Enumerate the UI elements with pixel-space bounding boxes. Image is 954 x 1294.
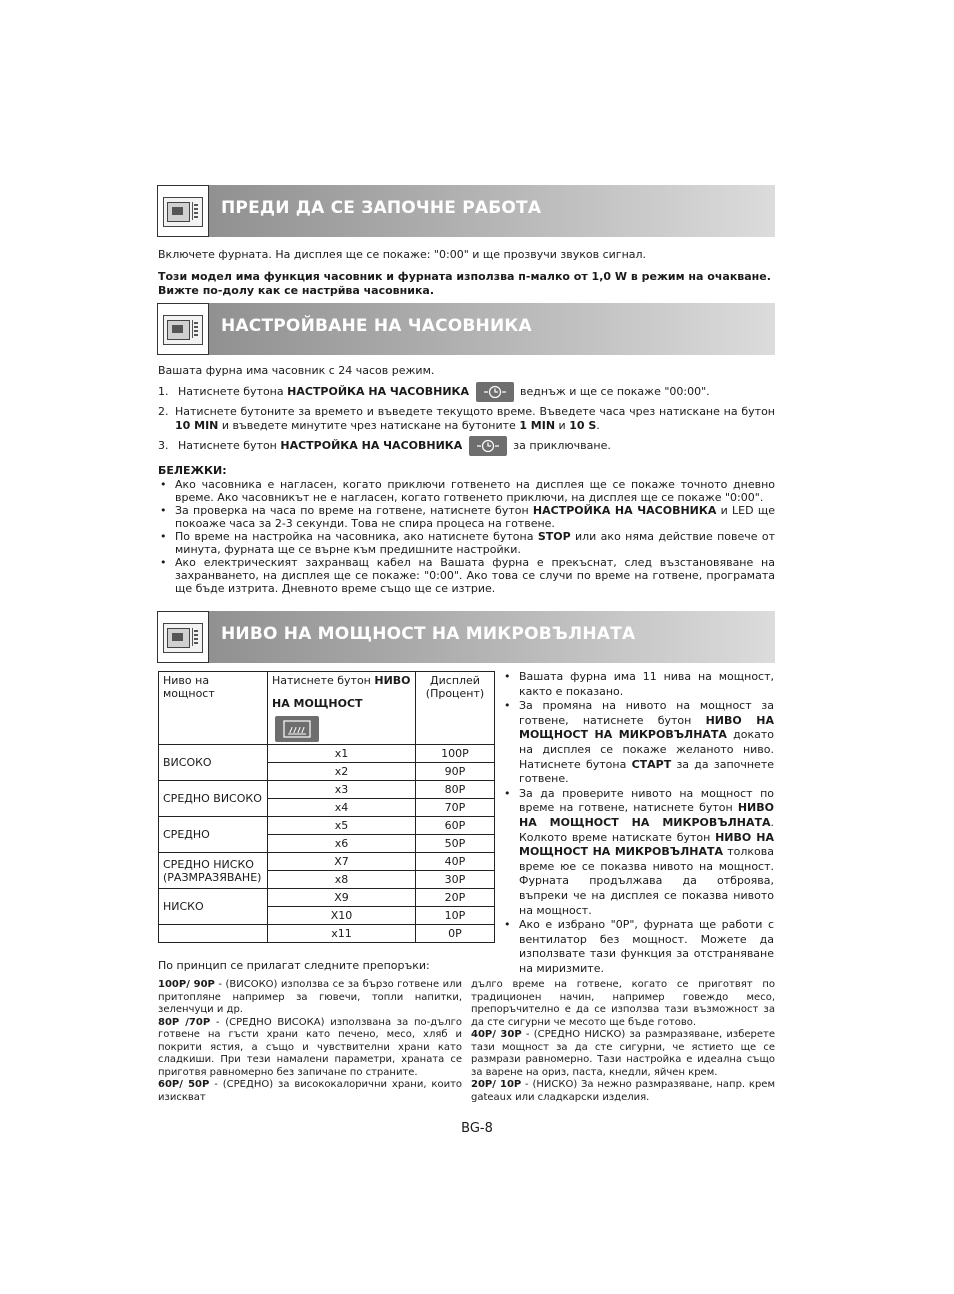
level-name: СРЕДНО НИСКО (РАЗМРАЗЯВАНЕ) xyxy=(159,853,268,889)
press-count: x6 xyxy=(268,835,416,853)
display-value: 20P xyxy=(416,889,495,907)
microwave-icon xyxy=(157,185,209,237)
standby-note: Този модел има функция часовник и фурната използва п-малко от 1,0 W в режим на очакване. Вижте по-долу как се настрйва часовника. xyxy=(158,270,771,297)
display-value: 90P xyxy=(416,763,495,781)
display-value: 10P xyxy=(416,907,495,925)
level-name: СРЕДНО ВИСОКО xyxy=(159,781,268,817)
clock-button-icon xyxy=(469,436,507,456)
power-level-notes xyxy=(502,670,774,976)
note-item: • Ако часовника е нагласен, когато приключи готвенето на дисплея ще се покаже точното дневно време. Ако часовникът не е нагласен, когато готвенето приключи, на дисплея ще се покаже "0:00". xyxy=(158,478,775,504)
press-count: x4 xyxy=(268,799,416,817)
level-name: СРЕДНО xyxy=(159,817,268,853)
display-value: 0P xyxy=(416,925,495,943)
press-count: X10 xyxy=(268,907,416,925)
press-count: X7 xyxy=(268,853,416,871)
power-level-table xyxy=(158,671,495,943)
press-count: x8 xyxy=(268,871,416,889)
section-banner-clock-setting xyxy=(157,303,775,355)
step-1: 1. Натиснете бутона НАСТРОЙКА НА ЧАСОВНИКА веднъж и ще се покаже "00:00". xyxy=(158,382,775,402)
header-press-button: Натиснете бутон НИВО НА МОЩНОСТ xyxy=(268,672,416,745)
recommend-col-left xyxy=(158,979,462,1104)
level-name: НИСКО xyxy=(159,889,268,925)
note-item: • За проверка на часа по време на готвене, натиснете бутон НАСТРОЙКА НА ЧАСОВНИКА и LED ще покоаже часа за 2-3 секунди. Това не спира процеса на готвене. xyxy=(158,504,775,530)
note-item: • Вашата фурна има 11 нива на мощност, както е показано. xyxy=(502,670,774,699)
header-display: Дисплей (Процент) xyxy=(416,672,495,745)
note-item: • Ако е избрано "0P", фурната ще работи с вентилатор без мощност. Можете да използвате тази функция за отстраняване на миризмите. xyxy=(502,918,774,976)
display-value: 60P xyxy=(416,817,495,835)
page-number: BG-8 xyxy=(461,1121,493,1136)
display-value: 50P xyxy=(416,835,495,853)
display-value: 30P xyxy=(416,871,495,889)
press-count: X9 xyxy=(268,889,416,907)
recommend-intro: По принцип се прилагат следните препоръки: xyxy=(158,959,430,972)
section-banner-power-level xyxy=(157,611,775,663)
intro-text: Включете фурната. На дисплея ще се покаже: "0:00" и ще прозвучи звуков сигнал. xyxy=(158,248,647,261)
display-value: 40P xyxy=(416,853,495,871)
recommend-item: 80P /70P - (СРЕДНО ВИСОКА) използвана за по-дълго готвене на гъсти храни като печено, месо, хляб и покрити ястия, а също и чувствителни храни като сладкиши. При тези намалени параметри, храната се приготвя равномерно без запичане по страните. xyxy=(158,1016,462,1078)
step-3: 3. Натиснете бутон НАСТРОЙКА НА ЧАСОВНИКА за приключване. xyxy=(158,436,775,456)
header-power-level: Ниво на мощност xyxy=(159,672,268,745)
step-2: 2. Натиснете бутоните за времето и въведете текущото време. Въведете часа чрез натискане на бутон 10 MIN и въведете минутите чрез натискане на бутоните 1 MIN и 10 S. xyxy=(158,405,775,432)
recommend-item: 40P/ 30P - (СРЕДНО НИСКО) за размразяване, изберете тази мощност за да сте сигурни, че ястието ще се размрази равномерно. Тази настройка е идеална също за варене на ориз, паста, кнедли, яйчен крем. xyxy=(471,1029,775,1078)
recommend-item: 20P/ 10P - (НИСКО) За нежно размразяване, напр. крем gateaux или сладкарски изделия. xyxy=(471,1079,775,1103)
recommend-item: 60P/ 50P - (СРЕДНО) за висококалорични храни, които изискват xyxy=(158,1079,463,1103)
section-title: НИВО НА МОЩНОСТ НА МИКРОВЪЛНАТА xyxy=(221,624,636,644)
recommend-item: 100P/ 90P - (ВИСОКО) използва се за бързо готвене или притопляне например за гювечи, топли напитки, зеленчуци и др. xyxy=(158,979,462,1015)
section-title: НАСТРОЙВАНЕ НА ЧАСОВНИКА xyxy=(221,316,532,336)
press-count: x1 xyxy=(268,745,416,763)
level-name: ВИСОКО xyxy=(159,745,268,781)
power-level-button-icon xyxy=(275,716,319,742)
display-value: 70P xyxy=(416,799,495,817)
microwave-icon xyxy=(157,611,209,663)
press-count: x2 xyxy=(268,763,416,781)
press-count: x11 xyxy=(268,925,416,943)
note-item: • За да проверите нивото на мощност по време на готвене, натиснете бутон НИВО НА МОЩНОСТ НА МИКРОВЪЛНАТА. Колкото време натискате бутон НИВО НА МОЩНОСТ НА МИКРОВЪЛНАТА толкова време юе се показва нивото на мощност. Фурната продължава да отброява, въпреки че на дисплея се показва нивото на мощност. xyxy=(502,787,774,918)
note-item: • Ако електрическият захранващ кабел на Вашата фурна е прекъснат, след възстановяване на захранването, на дисплея ще се покаже: "0:00". Ако това се случи по време на готвене, програмата ще бъде изтрита. Дневното време също ще се изтрие. xyxy=(158,556,775,595)
press-count: x3 xyxy=(268,781,416,799)
clock-button-icon xyxy=(476,382,514,402)
microwave-icon xyxy=(157,303,209,355)
note-item: • По време на настройка на часовника, ако натиснете бутона STOP или ако няма действие повече от минута, фурната ще се върне към предишните настройки. xyxy=(158,530,775,556)
recommend-item: дълго време на готвене, когато се приготвят по традиционен начин, например говеждо месо, препоръчително е да се използва тази възможност за да сте сигурни че месото ще бъде готово. xyxy=(471,979,775,1028)
notes-list xyxy=(158,478,775,595)
recommend-col-right xyxy=(471,979,775,1104)
clock-intro: Вашата фурна има часовник с 24 часов режим. xyxy=(158,364,435,377)
section-title: ПРЕДИ ДА СЕ ЗАПОЧНЕ РАБОТА xyxy=(221,198,542,218)
note-item: • За промяна на нивото на мощност за готвене, натиснете бутон НИВО НА МОЩНОСТ НА МИКРОВЪЛНАТА докато на дисплея се покаже желаното ниво. Натиснете бутона СТАРТ за да започнете готвене. xyxy=(502,699,774,787)
press-count: x5 xyxy=(268,817,416,835)
display-value: 80P xyxy=(416,781,495,799)
display-value: 100P xyxy=(416,745,495,763)
notes-heading: БЕЛЕЖКИ: xyxy=(158,464,227,477)
section-banner-before-operation xyxy=(157,185,775,237)
